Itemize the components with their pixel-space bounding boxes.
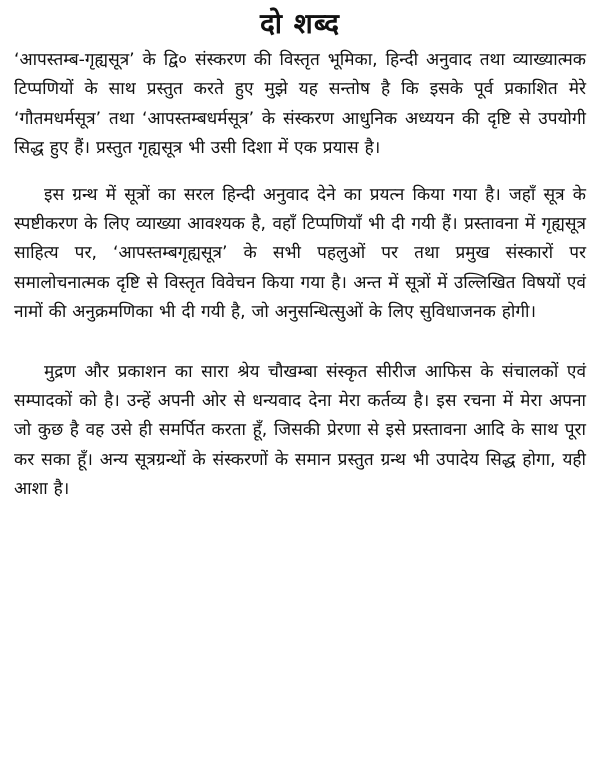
- page-title: दो शब्द: [259, 7, 341, 40]
- paragraph-translation-method: इस ग्रन्थ में सूत्रों का सरल हिन्दी अनुवाद देने का प्रयत्न किया गया है। जहाँ सूत्र के स्पष्टीकरण के लिए व्याख्या आवश्यक है, वहाँ टिप्पणियाँ भी दी गयी हैं। प्रस्तावना में गृह्यसूत्र साहित्य पर, ‘आपस्तम्बगृह्यसूत्र’ के सभी पहलुओं पर तथा प्रमुख संस्कारों पर समालोचनात्मक दृष्टि से विस्तृत विवेचन किया गया है। अन्त में सूत्रों में उल्लिखित विषयों एवं नामों की अनुक्रमणिका भी दी गयी है, जो अनुसन्धित्सुओं के लिए सुविधाजनक होगी।: [14, 184, 586, 323]
- paragraph-acknowledgement: मुद्रण और प्रकाशन का सारा श्रेय चौखम्बा संस्कृत सीरीज आफिस के संचालकों एवं सम्पादकों को है। उन्हें अपनी ओर से धन्यवाद देना मेरा कर्तव्य है। इस रचना में मेरा अपना जो कुछ है वह उसे ही समर्पित करता हूँ, जिसकी प्रेरणा से इसे प्रस्तावना आदि के साथ पूरा कर सका हूँ। अन्य सूत्रग्रन्थों के संस्करणों के समान प्रस्तुत ग्रन्थ भी उपादेय सिद्ध होगा, यही आशा है।: [14, 361, 586, 500]
- paragraph-intro: ‘आपस्तम्ब-गृह्यसूत्र’ के द्वि० संस्करण की विस्तृत भूमिका, हिन्दी अनुवाद तथा व्याख्यात्मक टिप्पणियों के साथ प्रस्तुत करते हुए मुझे यह सन्तोष है कि इसके पूर्व प्रकाशित मेरे ‘गौतमधर्मसूत्र’ तथा ‘आपस्तम्बधर्मसूत्र’ के संस्करण आधुनिक अध्ययन की दृष्टि से उपयोगी सिद्ध हुए हैं। प्रस्तुत गृह्यसूत्र भी उसी दिशा में एक प्रयास है।: [14, 50, 586, 159]
